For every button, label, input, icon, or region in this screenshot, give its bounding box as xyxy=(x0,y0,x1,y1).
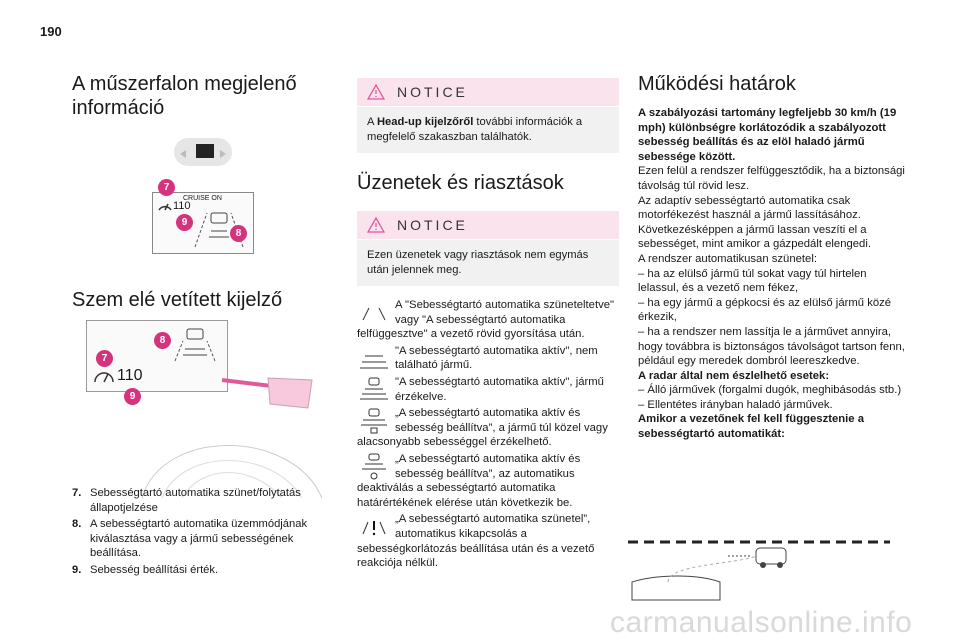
list-item: A "Sebességtartó automatika szüneteltetve" vagy "A sebességtartó automatika felfüggesztve" a vezető rövid gyorsítása után. xyxy=(357,299,615,341)
intro-bold: A szabályozási tartomány legfeljebb 30 km/h (19 mph) különbségre korlátozódik a szabályozott sebesség beállítás és az elöl haladó jármű sebessége között. xyxy=(638,107,897,163)
hud-callout-9: 9 xyxy=(124,388,141,405)
car-detected-icon xyxy=(357,375,391,403)
callout-7: 7 xyxy=(158,179,175,196)
column-messages xyxy=(357,72,619,573)
callout-8: 8 xyxy=(230,225,247,242)
list-item: „A sebességtartó automatika aktív és sebesség beállítva”, az automatikus deaktiválás a sebességtartó automatika határértékének elérése után következik be. xyxy=(357,452,581,509)
paragraph: Az adaptív sebességtartó automatika csak motorfékezést használ a jármű lassításához. xyxy=(638,194,861,222)
notice-box-order xyxy=(357,211,619,286)
limits-text xyxy=(638,106,910,442)
radar-heading: A radar által nem észlelhető esetek: xyxy=(638,369,830,382)
notice-box-hud xyxy=(357,78,619,153)
radar-item: – Ellentétes irányban haladó járművek. xyxy=(638,398,833,411)
hud-callout-7: 7 xyxy=(96,350,113,367)
road-scene-illustration xyxy=(628,534,900,604)
hud-speed-value: 110 xyxy=(117,367,143,384)
list-item: "A sebességtartó automatika aktív", nem található jármű. xyxy=(357,344,619,373)
paragraph: A rendszer automatikusan szünetel: xyxy=(638,252,817,265)
message-list xyxy=(357,298,619,571)
section-heading-limits: Működési határok xyxy=(638,73,796,95)
radar-item: – Álló járművek (forgalmi dugók, meghibásodás stb.) xyxy=(638,384,902,397)
vehicle-car-icon xyxy=(632,576,720,600)
instrument-display xyxy=(152,192,254,254)
warning-lane-icon xyxy=(357,512,391,540)
page-number: 190 xyxy=(40,24,62,39)
section-heading-messages: Üzenetek és riasztások xyxy=(357,172,564,194)
section-heading-hud: Szem elé vetített kijelző xyxy=(72,289,283,311)
notice-title: NOTICE xyxy=(397,217,468,233)
warning-triangle-icon xyxy=(367,217,385,233)
callout-9: 9 xyxy=(176,214,193,231)
list-item: "A sebességtartó automatika aktív", jármű érzékelve. xyxy=(357,375,619,404)
notice-title: NOTICE xyxy=(397,84,468,100)
section-heading-instrument: A műszerfalon megjelenő információ xyxy=(72,73,297,119)
paragraph: – ha az elülső jármű túl sokat vagy túl hirtelen lelassul, és a vezető nem fékez, xyxy=(638,267,867,295)
paragraph: Következésképpen a jármű lassan veszíti el a sebességet, mint amikor a gázpedált elengedi. xyxy=(638,223,871,251)
legend-item-8: 8. A sebességtartó automatika üzemmódjának kiválasztása vagy a jármű sebességének beállítása. xyxy=(72,518,308,560)
car-limit-icon xyxy=(357,452,391,480)
dashboard-speed-value: 110 xyxy=(173,200,191,212)
lane-lines-icon xyxy=(357,298,391,326)
paragraph: – ha egy jármű a gépkocsi és az elülső jármű közé érkezik, xyxy=(638,296,892,324)
legend-item-7: 7. Sebességtartó automatika szünet/folytatás állapotjelzése xyxy=(72,487,301,514)
speedometer-icon xyxy=(157,199,173,213)
notice-body: A Head-up kijelzőről további információk a megfelelő szakaszban találhatók. xyxy=(357,107,619,153)
column-instrument-panel xyxy=(72,72,322,576)
paragraph: – ha a rendszer nem lassítja le a járművet annyira, hogy továbbra is biztonságos távolságot tartson fenn, például egy meredek dombról leereszkedve. xyxy=(638,325,905,368)
legend-item-9: 9. Sebesség beállítási érték. xyxy=(72,563,219,576)
list-item: „A sebességtartó automatika szünetel”, automatikus kikapcsolás a sebességkorlátozás beállítása után és a vezető reakciója nélkül. xyxy=(357,513,595,570)
lead-car-icon xyxy=(756,548,786,568)
cruise-on-label: CRUISE ON xyxy=(183,195,222,202)
dashboard-thumbnail xyxy=(72,130,322,180)
notice-bold-term: Head-up kijelzőről xyxy=(376,116,474,128)
hud-callout-8: 8 xyxy=(154,332,171,349)
column-operating-limits xyxy=(638,72,910,442)
paragraph: Ezen felül a rendszer felfüggesztődik, ha a biztonsági távolság túl rövid lesz. xyxy=(638,165,905,192)
callout-legend xyxy=(72,486,322,580)
hud-car-ahead-icon xyxy=(171,327,221,363)
warning-triangle-icon xyxy=(367,84,385,100)
list-item: „A sebességtartó automatika aktív és sebesség beállítva”, a jármű túl közel vagy alacsonyabb sebességgel érzékelhető. xyxy=(357,407,608,449)
final-bold: Amikor a vezetőnek fel kell függesztenie a sebességtartó automatikát: xyxy=(638,413,865,441)
watermark: carmanualsonline.info xyxy=(610,606,913,639)
notice-body: Ezen üzenetek vagy riasztások nem egymás után jelennek meg. xyxy=(357,240,619,286)
road-empty-icon xyxy=(357,344,391,372)
car-set-speed-icon xyxy=(357,406,391,434)
